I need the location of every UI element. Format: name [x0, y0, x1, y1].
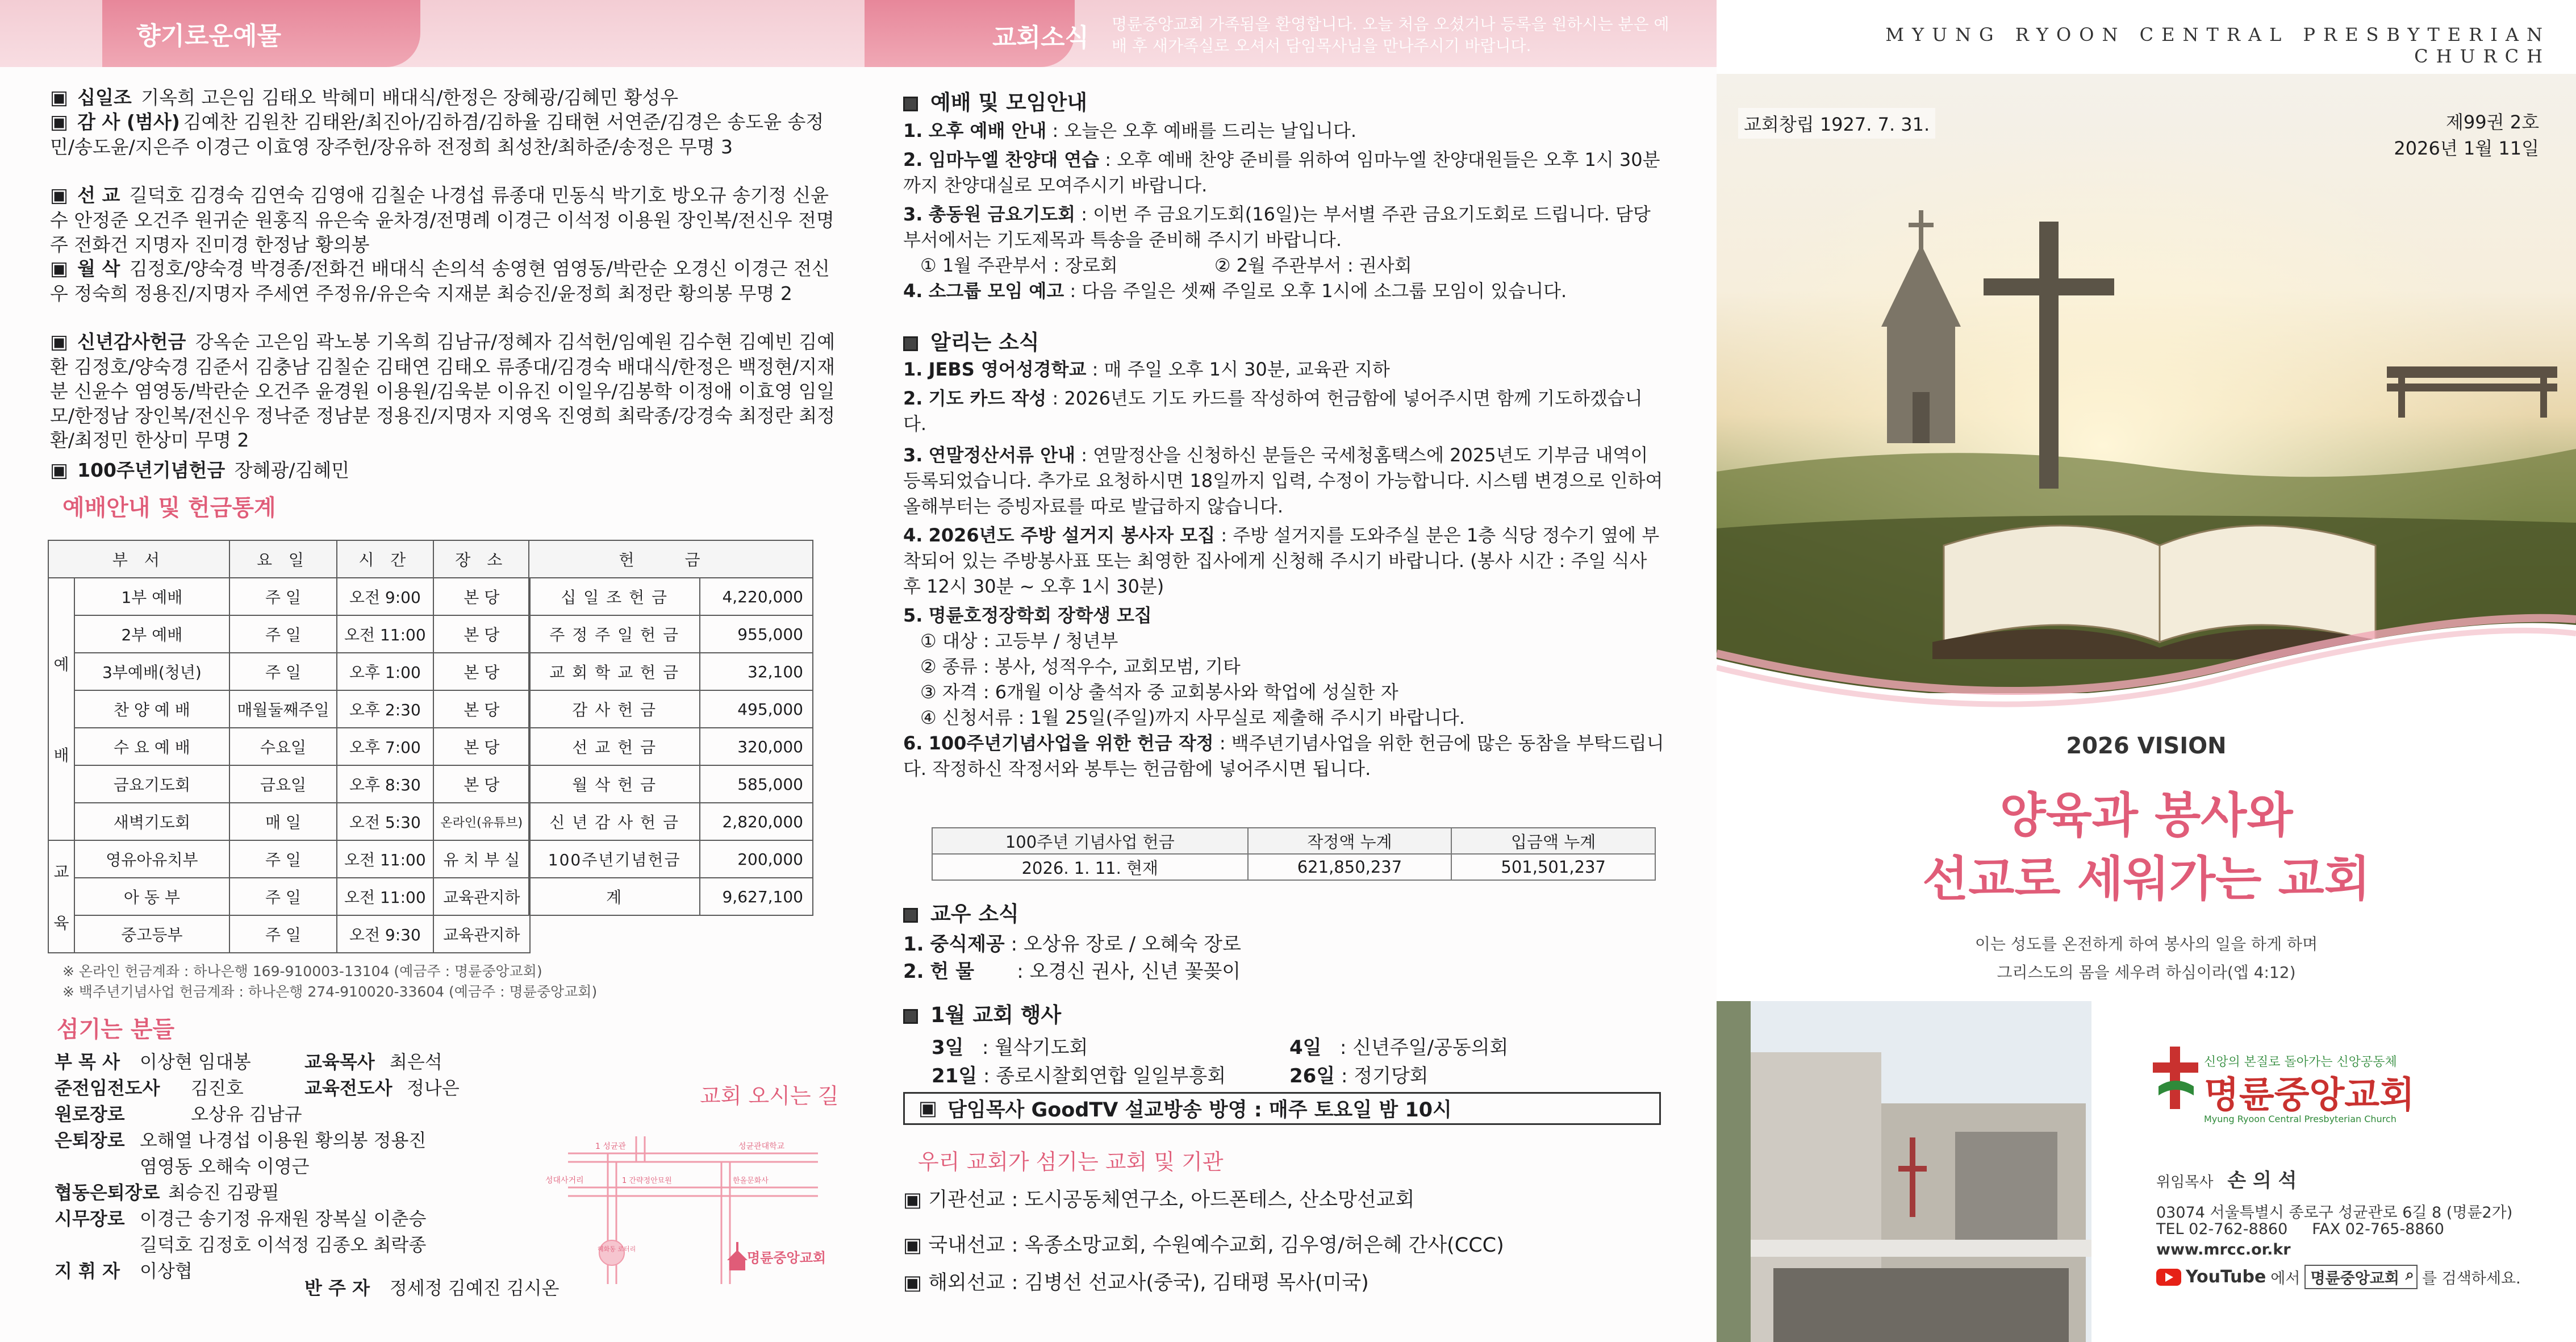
worship-item: 2. 임마누엘 찬양대 연습 : 오후 예배 찬양 준비를 위하여 임마누엘 찬양대원들은 오후 1시 30분까지 찬양대실로 모여주시기 바랍니다.: [903, 149, 1660, 196]
offering-amount: 4,220,000: [700, 578, 813, 615]
offering-names: 기옥희 고은임 김태오 박혜미 배대식/한정은 장혜광/김혜민 황성우: [141, 86, 679, 109]
volume-number: 제99권 2호: [2446, 111, 2539, 133]
logo-tagline: 신앙의 본질로 돌아가는 신앙공동체: [2204, 1055, 2397, 1069]
staff-role: 교육전도사: [304, 1077, 393, 1099]
notice-item: 5. 명륜호정장학회 장학생 모집: [903, 605, 1152, 626]
heading-text: 교우 소식: [930, 902, 1019, 926]
welcome-note: 명륜중앙교회 가족됨을 환영합니다. 오늘 처음 오셨거나 등록을 원하시는 분은 예배 후 새가족실로 오셔서 담임목사님을 만나주시기 바랍니다.: [1112, 15, 1669, 55]
table-row: [48, 578, 530, 615]
youtube-search-box[interactable]: [2304, 1265, 2418, 1289]
staff-row: [55, 1101, 566, 1127]
worship-item: 3. 총동원 금요기도회 : 이번 주 금요기도회(16일)는 부서별 주관 금요기도회로 드립니다. 담당부서에서는 기도제목과 특송을 준비해 주시기 바랍니다.: [903, 203, 1651, 251]
item-text: 연말정산을 신청하신 분들은 국세청홈택스에 2025년도 기부금 내역이 등록되었습니다. 추가로 요청하시면 18일까지 입력, 수정이 가능합니다. 시스템 변경으로 인하여 올해부터는 증빙자료를 따로 발급하지 않습니다.: [903, 444, 1663, 517]
map-label: 성균관대학교: [738, 1142, 785, 1151]
item-text: 오경신 권사, 신년 꽃꽂이: [1029, 960, 1241, 983]
staff-row: [55, 1206, 566, 1232]
church-logo-icon: [2153, 1047, 2198, 1109]
heading-text: 알리는 소식: [930, 330, 1039, 355]
table-cell: 오후 7:00: [337, 728, 433, 765]
table-cell: 교육관지하: [433, 878, 530, 915]
table-cell: 금요기도회: [74, 765, 229, 803]
table-header-row: [529, 540, 813, 578]
item-text: 매 주일 오후 1시 30분, 교육관 지하: [1104, 359, 1390, 380]
item-text: 주방 설거지를 도와주실 분은 1층 식당 정수기 옆에 부착되어 있는 주방봉사표 또는 최영한 집사에게 신청해 주시기 바랍니다. (봉사 시간 : 주일 식사 후 12시 30분 ~ 오후 1시 30분): [903, 524, 1660, 597]
table-header: 작정액 누계: [1248, 828, 1452, 854]
map-title: 교회 오시는 길: [700, 1083, 839, 1108]
square-bullet-icon: [903, 336, 918, 351]
map-label: 1 간략정안묘원: [622, 1177, 672, 1185]
table-row: [529, 690, 813, 728]
account-note: ※ 온라인 헌금계좌 : 하나은행 169-910003-13104 (예금주 : 명륜중앙교회): [62, 963, 542, 980]
square-bullet-icon: [903, 97, 918, 111]
mission-text: 도시공동체연구소, 아드폰테스, 산소망선교회: [1024, 1189, 1415, 1211]
heading-text: 예배 및 모임안내: [930, 90, 1087, 115]
scholarship-list: [903, 628, 1664, 731]
event-item: 26일 : 정기당회: [1289, 1065, 1429, 1087]
mission-text: 김병선 선교사(중국), 김태평 목사(미국): [1024, 1272, 1369, 1294]
square-bullet-icon: ▣: [50, 184, 69, 207]
worship-items: [903, 118, 1664, 304]
staff-names: 이상현 임대봉: [140, 1051, 251, 1073]
table-cell: 주 일: [229, 653, 337, 690]
staff-names: 최은석: [390, 1051, 442, 1073]
offering-names: 김예찬 김원찬 김태완/최진아/김하겸/김하율 김태현 서연준/김경은 송도윤 송정민/송도윤/지은주 이경근 이효영 장주헌/장유하 전정희 최성찬/최하준/송정은 무명 3: [50, 111, 824, 158]
table-cell: 아 동 부: [74, 878, 229, 915]
events-section-heading: [903, 998, 1061, 1028]
cover-hero-image: [1717, 74, 2576, 693]
offering-entry: [50, 458, 840, 483]
tv-notice-text: 담임목사 GoodTV 설교방송 방영 : 매주 토요일 밤 10시: [947, 1099, 1452, 1122]
staff-names: 김진호: [191, 1077, 244, 1099]
square-bullet-icon: ▣: [50, 331, 69, 353]
table-cell: 오전 11:00: [337, 840, 433, 878]
notice-item: 3. 연말정산서류 안내 : 연말정산을 신청하신 분들은 국세청홈택스에 2025년도 기부금 내역이 등록되었습니다. 추가로 요청하시면 18일까지 입력, 수정이 가능합니다. 시스템 변경으로 인하여 올해부터는 증빙자료를 따로 발급하지 않습니다.: [903, 444, 1663, 517]
item-title: 헌 물: [930, 960, 974, 983]
offering-type: 선 교 헌 금: [529, 728, 700, 765]
offering-amount: 955,000: [700, 615, 813, 653]
search-icon: ⌕: [2405, 1266, 2414, 1283]
bible-verse-line-1: 이는 성도를 온전하게 하여 봉사의 일을 하게 하며: [1974, 935, 2318, 953]
table-cell: 2026. 1. 11. 현재: [932, 854, 1248, 880]
offering-entry: [50, 256, 840, 306]
square-bullet-icon: ▣: [50, 86, 69, 109]
account-note: ※ 백주년기념사업 헌금계좌 : 하나은행 274-910020-33604 (예금주 : 명륜중앙교회): [62, 983, 598, 1000]
offering-entry: [50, 85, 840, 110]
member-item: 2. 헌 물 : 오경신 권사, 신년 꽃꽂이: [903, 958, 1664, 985]
phone-number: TEL 02-762-8860: [2156, 1220, 2288, 1238]
table-cell: 501,501,237: [1451, 854, 1655, 880]
group-label: 배: [53, 746, 69, 765]
group-cell-education: [48, 840, 74, 953]
sub-item: ② 2월 주관부서 : 권사회: [1214, 255, 1412, 276]
item-title: 오후 예배 안내: [928, 120, 1047, 141]
event-day: 26일: [1289, 1065, 1335, 1087]
members-section-heading: [903, 897, 1019, 927]
table-cell: 본 당: [433, 728, 530, 765]
table-cell: 주 일: [229, 878, 337, 915]
youtube-line: [2156, 1265, 2521, 1289]
table-cell: 오후 8:30: [337, 765, 433, 803]
map-label: 한올문화사: [733, 1177, 769, 1185]
table-header: 입금액 누계: [1451, 828, 1655, 854]
event-day: 4일: [1289, 1036, 1322, 1059]
table-cell: 영유아유치부: [74, 840, 229, 878]
item-title: 총동원 금요기도회: [928, 203, 1076, 225]
item-title: 기도 카드 작성: [928, 387, 1047, 409]
staff-row: [55, 1153, 566, 1180]
bible-verse-line-2: 그리스도의 몸을 세우려 하심이라(엡 4:12): [1997, 963, 2296, 982]
sub-item: ① 대상 : 고등부 / 청년부: [920, 630, 1118, 652]
map-label: 성대사거리: [545, 1176, 584, 1185]
worship-stats-heading: 예배안내 및 헌금통계: [62, 495, 276, 521]
table-cell: 새벽기도회: [74, 803, 229, 840]
table-cell: 오전 9:00: [337, 578, 433, 615]
table-row: [529, 840, 813, 878]
staff-role: 교육목사: [304, 1051, 375, 1073]
mission-item: ▣ 국내선교 : 옥종소망교회, 수원예수교회, 김우영/허은혜 간사(CCC): [903, 1234, 1504, 1257]
sub-item: ④ 신청서류 : 1월 25일(주일)까지 사무실로 제출해 주시기 바랍니다.: [920, 707, 1465, 728]
table-cell: 금요일: [229, 765, 337, 803]
offering-label: 월 삭: [77, 257, 120, 280]
vision-label: 2026 VISION: [2066, 733, 2227, 759]
offering-label: 십일조: [77, 86, 132, 109]
table-row: [529, 578, 813, 615]
item-title: 100주년기념사업을 위한 헌금 작정: [928, 732, 1214, 754]
staff-names: 염영동 오해숙 이영근: [140, 1156, 310, 1177]
item-text: 오늘은 오후 예배를 드리는 날입니다.: [1064, 120, 1357, 141]
table-header: 요 일: [229, 540, 337, 578]
table-cell: 유 치 부 실: [433, 840, 530, 878]
table-row: [529, 653, 813, 690]
table-row: [48, 690, 530, 728]
square-bullet-icon: ▣: [50, 111, 69, 134]
mission-item: ▣ 해외선교 : 김병선 선교사(중국), 김태평 목사(미국): [903, 1272, 1369, 1294]
offering-names: 김정호/양숙경 박경종/전화건 배대식 손의석 송영현 염영동/박란순 오경신 이경근 전신우 정숙희 정용진/지명자 주세연 주정유/유은숙 지재분 최승진/윤정희 최정란 황의봉 무명 2: [50, 257, 830, 305]
offering-type: 십 일 조 헌 금: [529, 578, 700, 615]
table-row: [48, 915, 530, 953]
table-row: [529, 803, 813, 840]
table-cell: 중고등부: [74, 915, 229, 953]
table-header: 부 서: [48, 540, 229, 578]
church-building-illustration: [1717, 1001, 2091, 1342]
offering-amount: 9,627,100: [700, 878, 813, 915]
offering-names: 강옥순 고은임 곽노봉 기옥희 김남규/정혜자 김석헌/임예원 김수현 김예빈 김예환 김정호/양숙경 김준서 김충남 김칠순 김태연 김태오 류종대/김경숙 배대식/한정은 백정현/지재분 신윤수 염영동/박란순 오건주 윤경원 이용원/김욱분 이유진 이일우/김봉학 이정애 이효영 임일모/한정남 장인복/전신우 정낙준 정남분 정용진/지명자 지영옥 진영희 최락종/강경숙 최정란 최정환/최정민 한상미 무명 2: [50, 331, 836, 451]
item-text: 2026년도 기도 카드를 작성하여 헌금함에 넣어주시면 함께 기도하겠습니다.: [903, 387, 1643, 435]
issue-date: 2026년 1월 11일: [2394, 137, 2539, 159]
church-address: 03074 서울특별시 종로구 성균관로 6길 8 (명륜2가): [2156, 1204, 2513, 1222]
item-title: 임마누엘 찬양대 연습: [928, 149, 1100, 170]
fax-number: FAX 02-765-8860: [2312, 1220, 2444, 1238]
item-text: 이번 주 금요기도회(16일)는 부서별 주관 금요기도회로 드립니다. 담당부서에서는 기도제목과 특송을 준비해 주시기 바랍니다.: [903, 203, 1651, 251]
table-header: 100주년 기념사업 헌금: [932, 828, 1248, 854]
staff-row: [55, 1180, 566, 1206]
square-bullet-icon: [903, 1009, 918, 1024]
item-title: 중식제공: [930, 933, 1005, 956]
staff-names: 오해열 나경섭 이용원 황의봉 정용진: [140, 1130, 427, 1151]
service-schedule-table: [48, 540, 531, 953]
offering-label: 감 사 (범사): [77, 111, 180, 133]
sub-item: ① 1월 주관부서 : 장로회: [920, 255, 1118, 276]
item-title: 연말정산서류 안내: [928, 444, 1076, 466]
map-church-label: 명륜중앙교회: [747, 1250, 826, 1266]
event-day: 21일: [932, 1065, 978, 1087]
staff-names: 길덕호 김정호 이석정 김종오 최락종: [140, 1234, 427, 1256]
youtube-text: 에서: [2270, 1270, 2301, 1287]
offering-section-title: 향기로운예물: [136, 22, 282, 51]
offering-entry: [50, 110, 840, 159]
worship-item: 4. 소그룹 모임 예고 : 다음 주일은 셋째 주일로 오후 1시에 소그룹 모임이 있습니다.: [903, 280, 1567, 302]
map-label: 혜화동 로터리: [598, 1245, 636, 1253]
pastor-info: [2156, 1165, 2297, 1193]
sub-item: ② 종류 : 봉사, 성적우수, 교회모범, 기타: [920, 656, 1241, 677]
mission-heading: 우리 교회가 섬기는 교회 및 기관: [918, 1149, 1224, 1174]
offering-label: 선 교: [77, 184, 120, 206]
staff-row: [304, 1049, 460, 1075]
notice-item: 6. 100주년기념사업을 위한 헌금 작정 : 백주년기념사업을 위한 헌금에 많은 동참을 부탁드립니다. 작정하신 작정서와 봉투는 헌금함에 넣어주시면 됩니다.: [903, 732, 1664, 780]
notice-item: 4. 2026년도 주방 설거지 봉사자 모집 : 주방 설거지를 도와주실 분은 1층 식당 정수기 옆에 부착되어 있는 주방봉사표 또는 최영한 집사에게 신청해 주시기 바랍니다. (봉사 시간 : 주일 식사 후 12시 30분 ~ 오후 1시 30분): [903, 524, 1660, 597]
table-row: [48, 840, 530, 878]
table-cell: 본 당: [433, 690, 530, 728]
offering-amount: 32,100: [700, 653, 813, 690]
tv-broadcast-notice: [903, 1092, 1661, 1125]
offering-type: 주 정 주 일 헌 금: [529, 615, 700, 653]
logo-wordmark: 명륜중앙교회: [2204, 1074, 2415, 1116]
offering-label: 신년감사헌금: [77, 331, 186, 353]
square-bullet-icon: ▣: [903, 1189, 922, 1211]
event-day: 3일: [932, 1036, 964, 1059]
item-title: JEBS 영어성경학교: [928, 359, 1087, 380]
table-cell: 주 일: [229, 840, 337, 878]
hero-illustration: [1717, 74, 2576, 693]
event-item: 3일 : 월삭기도회: [932, 1036, 1088, 1059]
mission-text: 옥종소망교회, 수원예수교회, 김우영/허은혜 간사(CCC): [1024, 1234, 1504, 1257]
table-row: [932, 854, 1655, 880]
staff-heading: 섬기는 분들: [57, 1016, 175, 1043]
item-title: 소그룹 모임 예고: [928, 280, 1064, 302]
offering-type: 교 회 학 교 헌 금: [529, 653, 700, 690]
table-header-row: [932, 828, 1655, 854]
table-row: [48, 765, 530, 803]
item-text: 백주년기념사업을 위한 헌금에 많은 동참을 부탁드립니다. 작정하신 작정서와 봉투는 헌금함에 넣어주시면 됩니다.: [903, 732, 1664, 780]
notice-section-heading: [903, 325, 1039, 356]
vision-line-2: 선교로 세워가는 교회: [1922, 851, 2370, 907]
offering-totals-table: [528, 540, 813, 916]
news-section-title: 교회소식: [992, 23, 1089, 52]
offering-type: 100주년기념헌금: [529, 840, 700, 878]
table-cell: 오후 1:00: [337, 653, 433, 690]
square-bullet-icon: ▣: [918, 1097, 938, 1120]
friday-subitems: [903, 253, 1664, 278]
table-row: [48, 653, 530, 690]
rotary-marker: [599, 1240, 624, 1265]
item-text: 오후 예배 찬양 준비를 위하여 임마누엘 찬양대원들은 오후 1시 30분까지 찬양대실로 모여주시기 바랍니다.: [903, 149, 1660, 196]
staff-list-right-bottom: [304, 1275, 560, 1301]
event-item: 4일 : 신년주일/공동의회: [1289, 1036, 1509, 1059]
table-cell: 621,850,237: [1248, 854, 1452, 880]
item-text: 오상유 장로 / 오혜숙 장로: [1023, 933, 1241, 956]
table-cell: 2부 예배: [74, 615, 229, 653]
church-english-title: MYUNG RYOON CENTRAL PRESBYTERIAN CHURCH: [1885, 24, 2550, 67]
offering-amount: 585,000: [700, 765, 813, 803]
staff-role: 협동은퇴장로: [55, 1182, 160, 1203]
phone-fax: [2156, 1220, 2444, 1238]
table-row: [48, 878, 530, 915]
table-row: [529, 765, 813, 803]
square-bullet-icon: ▣: [50, 257, 69, 280]
table-cell: 3부예배(청년): [74, 653, 229, 690]
table-cell: 수요일: [229, 728, 337, 765]
founding-date: 교회창립 1927. 7. 31.: [1738, 108, 1935, 139]
member-news: [903, 931, 1664, 985]
table-header: 장 소: [433, 540, 530, 578]
event-text: 월삭기도회: [995, 1036, 1088, 1059]
mission-label: 국내선교: [928, 1234, 1005, 1257]
pastor-role: 위임목사: [2156, 1174, 2214, 1191]
pastor-name: 손 의 석: [2227, 1169, 2297, 1192]
event-text: 정기당회: [1354, 1065, 1429, 1087]
table-cell: 오전 5:30: [337, 803, 433, 840]
event-item: 21일 : 종로시찰회연합 일일부흥회: [932, 1065, 1226, 1087]
table-cell: 주 일: [229, 615, 337, 653]
group-cell-worship: [48, 578, 74, 840]
item-text: 다음 주일은 셋째 주일로 오후 1시에 소그룹 모임이 있습니다.: [1082, 280, 1567, 302]
mission-label: 해외선교: [928, 1272, 1005, 1294]
notice-item: 2. 기도 카드 작성 : 2026년도 기도 카드를 작성하여 헌금함에 넣어주시면 함께 기도하겠습니다.: [903, 387, 1643, 435]
member-item: 1. 중식제공 : 오상유 장로 / 오혜숙 장로: [903, 933, 1241, 956]
staff-role: 은퇴장로: [55, 1130, 125, 1151]
square-bullet-icon: [903, 908, 918, 923]
square-bullet-icon: ▣: [903, 1234, 922, 1257]
notice-items: [903, 357, 1664, 782]
sub-item: ③ 자격 : 6개월 이상 출석자 중 교회봉사와 학업에 성실한 자: [920, 681, 1398, 703]
square-bullet-icon: ▣: [903, 1272, 922, 1294]
mission-label: 기관선교: [928, 1189, 1005, 1211]
staff-role: 준전임전도사: [55, 1077, 160, 1099]
offering-type: 월 삭 헌 금: [529, 765, 700, 803]
worship-section-heading: [903, 85, 1087, 116]
offering-amount: 2,820,000: [700, 803, 813, 840]
directions-map: [534, 1114, 841, 1284]
table-cell: 매월둘째주일: [229, 690, 337, 728]
item-title: 명륜호정장학회 장학생 모집: [928, 605, 1152, 626]
table-row: [48, 728, 530, 765]
staff-names: 최승진 김광필: [168, 1182, 279, 1203]
mission-item: ▣ 기관선교 : 도시공동체연구소, 아드폰테스, 산소망선교회: [903, 1189, 1415, 1211]
table-cell: 온라인(유튜브): [433, 803, 530, 840]
youtube-label: YouTube: [2186, 1267, 2266, 1287]
table-header: 시 간: [337, 540, 433, 578]
table-row: [529, 615, 813, 653]
offering-label: 100주년기념헌금: [77, 459, 226, 481]
table-header: 헌 금: [529, 540, 813, 578]
table-cell: 찬 양 예 배: [74, 690, 229, 728]
staff-list-right: [304, 1049, 460, 1101]
offering-amount: 320,000: [700, 728, 813, 765]
staff-row: [304, 1275, 560, 1301]
vision-line-1: 양육과 봉사와: [1999, 787, 2293, 843]
staff-role: 시무장로: [55, 1208, 125, 1230]
church-building-photo: [1717, 1001, 2091, 1342]
group-label: 예: [53, 655, 69, 674]
event-text: 신년주일/공동의회: [1352, 1036, 1509, 1059]
table-cell: 본 당: [433, 615, 530, 653]
table-row: [529, 728, 813, 765]
offering-type: 신 년 감 사 헌 금: [529, 803, 700, 840]
staff-row: [55, 1232, 566, 1258]
table-cell: 수 요 예 배: [74, 728, 229, 765]
youtube-search-text: 명륜중앙교회: [2310, 1270, 2399, 1287]
offering-amount: 200,000: [700, 840, 813, 878]
item-title: 2026년도 주방 설거지 봉사자 모집: [928, 524, 1216, 546]
map-label: 1 성균관: [595, 1142, 626, 1151]
offering-names: 길덕호 김경숙 김연숙 김영애 김칠순 나경섭 류종대 민동식 박기호 방오규 송기정 신윤수 안정준 오건주 원귀순 원홍직 유은숙 윤차경/전명례 이경근 이석정 이용원 장인복/전신우 전명주 전화건 지명자 진미경 한정남 황의봉: [50, 184, 834, 256]
logo-english: Myung Ryoon Central Presbyterian Church: [2204, 1114, 2397, 1124]
square-bullet-icon: ▣: [50, 459, 69, 482]
group-label: 육: [53, 914, 69, 932]
table-cell: 본 당: [433, 578, 530, 615]
offering-amount: 495,000: [700, 690, 813, 728]
table-cell: 오후 2:30: [337, 690, 433, 728]
table-cell: 매 일: [229, 803, 337, 840]
staff-names: 오상유 김남규: [191, 1103, 302, 1125]
table-cell: 오전 9:30: [337, 915, 433, 953]
table-row: [529, 878, 813, 915]
staff-role: 반 주 자: [304, 1277, 370, 1299]
offering-entry: [50, 183, 840, 257]
notice-item: 1. JEBS 영어성경학교 : 매 주일 오후 1시 30분, 교육관 지하: [903, 359, 1390, 380]
website-link[interactable]: www.mrcc.or.kr: [2156, 1241, 2291, 1258]
worship-item: 1. 오후 예배 안내 : 오늘은 오후 예배를 드리는 날입니다.: [903, 120, 1357, 141]
table-cell: 주 일: [229, 578, 337, 615]
left-header-tab: [102, 0, 420, 67]
staff-role: 부 목 사: [55, 1051, 120, 1073]
table-cell: 본 당: [433, 765, 530, 803]
building-fund-table: [932, 827, 1656, 881]
staff-row: [304, 1075, 460, 1101]
staff-names: 정세정 김예진 김시온: [390, 1277, 560, 1299]
staff-names: 이경근 송기정 유재원 장복실 이춘승: [140, 1208, 427, 1230]
offering-type: 감 사 헌 금: [529, 690, 700, 728]
table-cell: 오전 11:00: [337, 615, 433, 653]
table-cell: 교육관지하: [433, 915, 530, 953]
offering-entry: [50, 330, 840, 452]
offering-names: 장혜광/김혜민: [234, 459, 350, 481]
table-cell: 1부 예배: [74, 578, 229, 615]
staff-row: [55, 1127, 566, 1153]
staff-role: 원로장로: [55, 1103, 125, 1125]
group-label: 교: [53, 862, 69, 881]
table-cell: 오전 11:00: [337, 878, 433, 915]
staff-names: 이상협: [140, 1260, 193, 1282]
table-row: [48, 803, 530, 840]
table-cell: 본 당: [433, 653, 530, 690]
heading-text: 1월 교회 행사: [930, 1003, 1062, 1027]
offering-type: 계: [529, 878, 700, 915]
table-header-row: [48, 540, 530, 578]
table-cell: 주 일: [229, 915, 337, 953]
event-text: 종로시찰회연합 일일부흥회: [996, 1065, 1226, 1087]
youtube-text: 를 검색하세요.: [2421, 1270, 2521, 1287]
staff-names: 정나은: [407, 1077, 460, 1099]
table-row: [48, 615, 530, 653]
youtube-icon: [2156, 1269, 2181, 1286]
staff-role: 지 휘 자: [55, 1260, 120, 1282]
